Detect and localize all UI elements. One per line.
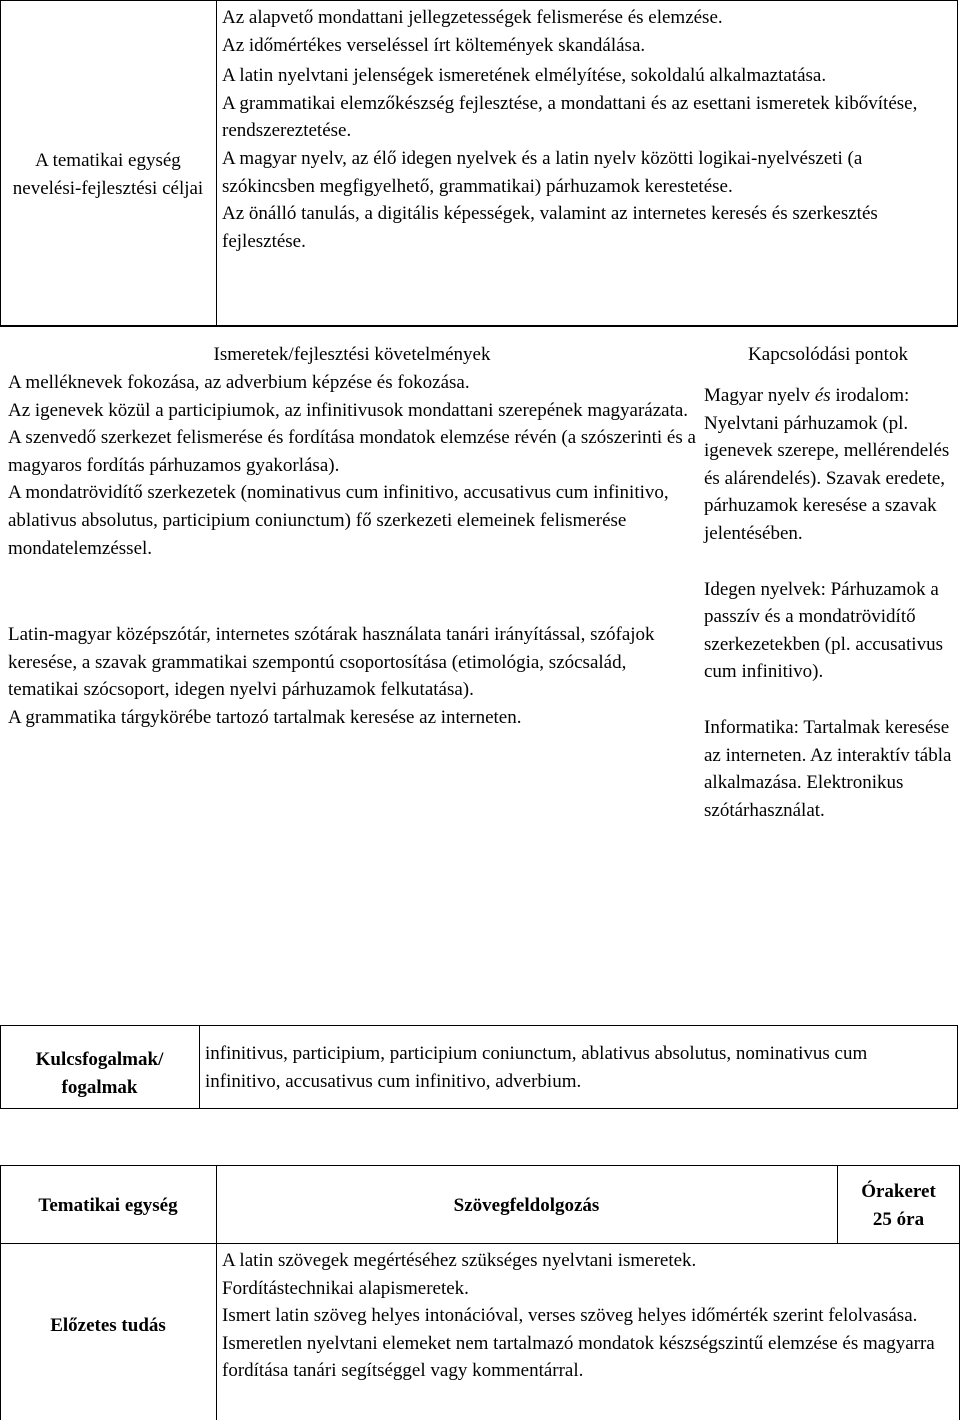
requirements-list-2 — [8, 621, 696, 731]
unit-label: Tematikai egység — [38, 1195, 178, 1216]
goal-item: Az önálló tanulás, a digitális képességek, valamint az internetes keresés és szerkesztés fejlesztése. — [222, 203, 878, 252]
connection-foreign: Idegen nyelvek: Párhuzamok a passzív és a mondatrövidítő szerkezetekben (pl. accusativus cum infinitivo). — [704, 578, 943, 683]
key-concepts-label: Kulcsfogalmak/ fogalmak — [35, 1049, 164, 1098]
requirement-item: A szenvedő szerkezet felismerése és fordítása mondatok elemzése révén (a szószerinti és a magyaros fordítás párhuzamos gyakorlása). — [8, 427, 696, 476]
requirement-item: A melléknevek fokozása, az adverbium képzése és fokozása. — [8, 372, 470, 393]
connection-informatics: Informatika: Tartalmak keresése az interneten. Az interaktív tábla alkalmazása. Elektronikus szótárhasználat. — [704, 716, 952, 821]
goals-list — [222, 4, 954, 255]
table1-right-border — [957, 0, 958, 325]
table1-top-border — [0, 0, 958, 1]
goal-item: A latin nyelvtani jelenségek ismeretének elmélyítése, sokoldalú alkalmaztatása. — [222, 65, 827, 87]
prior-item: Ismert latin szöveg helyes intonációval, verses szöveg helyes időmérték szerint felolvasása. — [222, 1305, 918, 1327]
requirement-item: A mondatrövidítő szerkezetek (nominativus cum infinitivo, accusativus cum infinitivo, ablativus absolutus, participium coniunctum) fő szerkezeti elemeinek felismerése mondatelemzéssel. — [8, 482, 669, 559]
goal-item: A magyar nyelv, az élő idegen nyelvek és a latin nyelv közötti logikai-nyelvészeti (a szókincsben megfigyelhető, grammatikai) párhuzamok kerestetése. — [222, 147, 863, 197]
prior-label: Előzetes tudás — [50, 1315, 166, 1336]
table1-goals-bottom — [0, 325, 958, 327]
prior-item: A latin szövegek megértéséhez szükséges nyelvtani ismeretek. — [222, 1250, 697, 1271]
connections-header: Kapcsolódási pontok — [748, 344, 908, 365]
requirements-list — [8, 369, 696, 562]
prior-list — [222, 1247, 954, 1385]
goal-item: Az időmértékes verseléssel írt költemények skandálása. — [222, 34, 646, 56]
unit-title: Szövegfeldolgozás — [453, 1195, 600, 1216]
prior-item: Ismeretlen nyelvtani elemeket nem tartalmazó mondatok készségszintű elemzése és magyarra fordítása tanári segítséggel vagy kommentárral. — [222, 1332, 935, 1382]
hours-label: Órakeret — [861, 1181, 936, 1202]
goals-label: A tematikai egység nevelési-fejlesztési céljai — [12, 150, 204, 199]
requirement-item: A grammatika tárgykörébe tartozó tartalmak keresése az interneten. — [8, 706, 522, 728]
hours-value: 25 óra — [872, 1209, 925, 1230]
connection-hungarian: Magyar nyelv és irodalom: Nyelvtani párhuzamok (pl. igenevek szerepe, mellérendelés és alárendelés). Szavak eredete, párhuzamok keresése a szavak jelentésében. — [704, 385, 950, 544]
goal-item: A grammatikai elemzőkészség fejlesztése, a mondattani és az esettani ismeretek kibővítése, rendszereztetése. — [222, 92, 918, 142]
table1-goals-divider — [216, 0, 217, 325]
goal-item: Az alapvető mondattani jellegzetességek felismerése és elemzése. — [222, 7, 723, 28]
prior-item: Fordítástechnikai alapismeretek. — [222, 1277, 469, 1299]
table2-row-divider — [0, 1243, 960, 1244]
key-concepts-text: infinitivus, participium, participium coniunctum, ablativus absolutus, nominativus cum infinitivo, accusativus cum infinitivo, adverbium. — [205, 1043, 868, 1092]
requirement-item: Az igenevek közül a participiumok, az infinitivusok mondattani szerepének magyarázata. — [8, 399, 689, 421]
requirement-item: Latin-magyar középszótár, internetes szótárak használata tanári irányítással, szófajok keresése, a szavak grammatikai szempontú csoportosítása (etimológia, szócsalád, tematikai szócsoport, idegen nyelvi párhuzamok felkutatása). — [8, 624, 655, 701]
key-concepts-divider — [199, 1025, 200, 1109]
requirements-header: Ismeretek/fejlesztési követelmények — [213, 344, 491, 365]
connections-list — [704, 382, 956, 824]
